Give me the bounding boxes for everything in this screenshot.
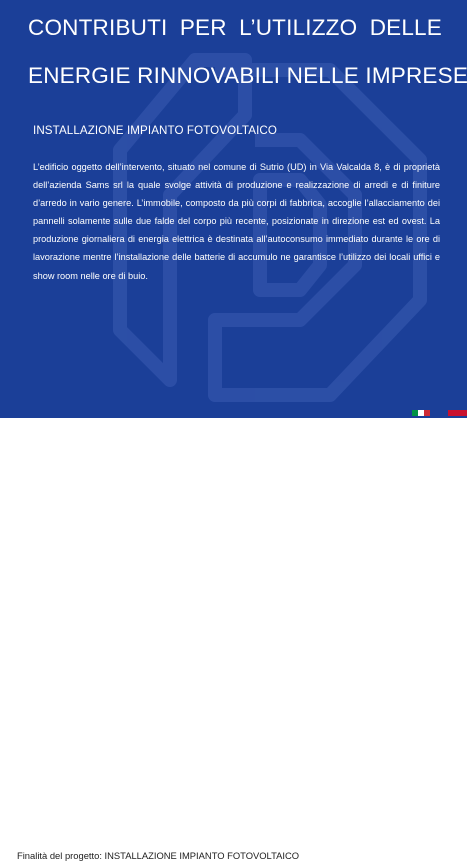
italian-flag-icon [412,410,430,416]
title-word: CONTRIBUTI [28,15,168,40]
hero-panel [0,0,467,418]
title-word: L’UTILIZZO [239,15,358,40]
title-line-2: ENERGIE RINNOVABILI NELLE IMPRESE [28,63,468,88]
project-purpose-text: Finalità del progetto: INSTALLAZIONE IMPIANTO FOTOVOLTAICO [17,850,300,861]
section-body: L’edificio oggetto dell’intervento, situato nel comune di Sutrio (UD) in Via Valcalda 8, è di proprietà dell’azienda Sams srl la quale svolge attività di produzione e realizzazione di arredi e di finiture d’arredo in vario genere. L’immobile, composto da più corpi di fabbrica, accoglie l’allacciamento dei pannelli solamente sulle due falde del corpo più recente, posizionate in direzione est ed ovest. La produzione giornaliera di energia elettrica è destinata all’autoconsumo immediato durante le ore di lavorazione mentre l’installazione delle batterie di accumulo ne garantisce l’utilizzo dei locali uffici e show room nelle ore di buio. [33,162,440,281]
section-heading: INSTALLAZIONE IMPIANTO FOTOVOLTAICO [33,124,278,137]
page-title [28,4,468,100]
title-word: DELLE [369,15,442,40]
flag-stripe-red [424,410,430,416]
footer [0,418,467,861]
title-line-1 [28,4,442,52]
title-word: PER [179,15,227,40]
red-strip-icon [448,410,467,416]
